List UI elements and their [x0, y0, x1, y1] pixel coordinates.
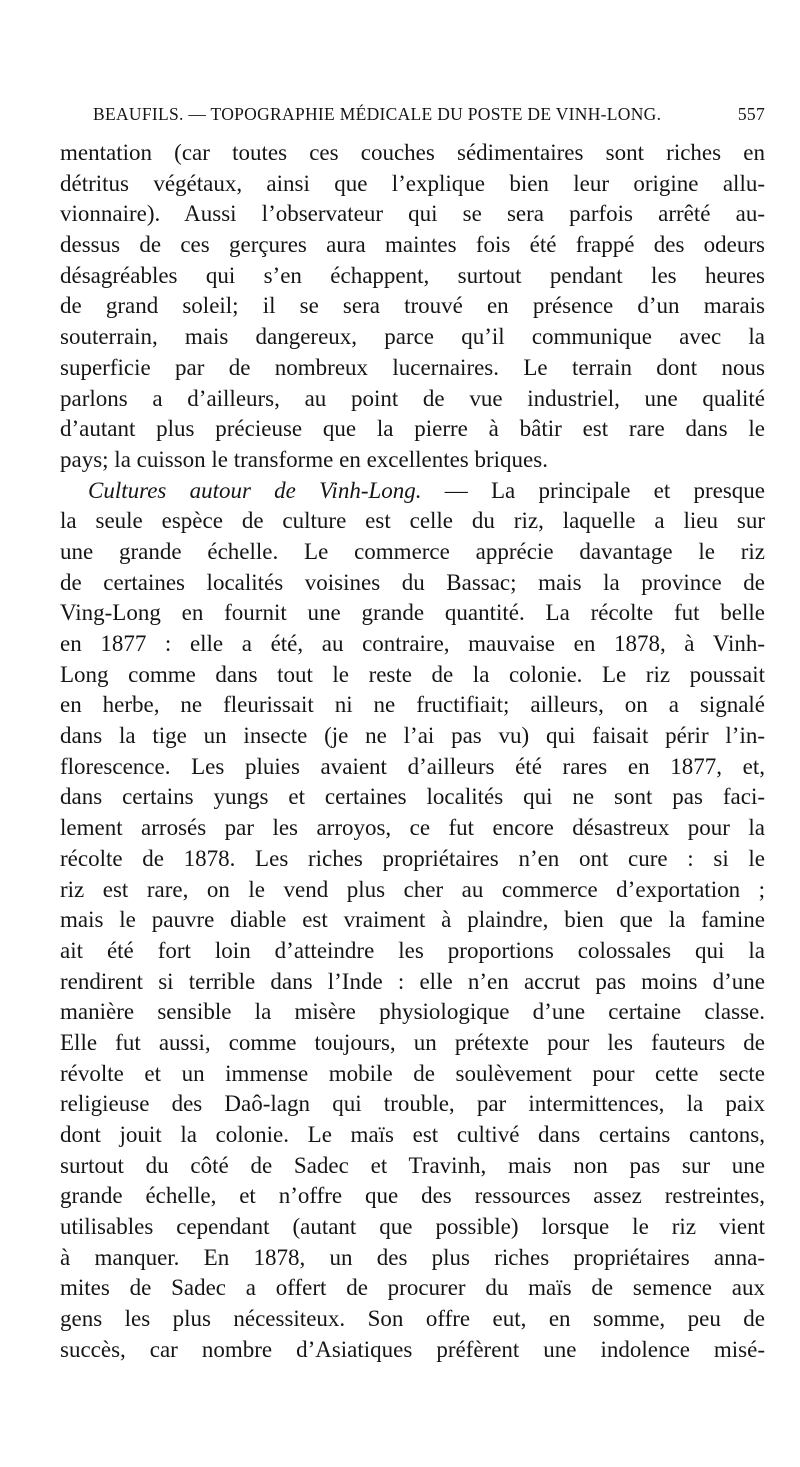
text-line: désagréables qui s’en échappent, surtout pendant les heures — [60, 262, 765, 288]
text-line: rendirent si terrible dans l’Inde : elle n’en accrut pas moins d’une — [60, 968, 765, 994]
text-line: surtout du côté de Sadec et Travinh, mais non pas sur une — [60, 1152, 765, 1178]
text-line: gens les plus nécessiteux. Son offre eut, en somme, peu de — [60, 1306, 765, 1332]
text-line: en 1877 : elle a été, au contraire, mauvaise en 1878, à Vinh- — [60, 631, 765, 656]
text-line: Long comme dans tout le reste de la colonie. Le riz poussait — [60, 661, 765, 687]
text-line: lement arrosés par les arroyos, ce fut encore désastreux pour la — [60, 815, 765, 841]
section-heading: Cultures autour de Vinh-Long. — [88, 477, 422, 503]
text-line: mais le pauvre diable est vraiment à plaindre, bien que la famine — [60, 907, 765, 933]
text-line: une grande échelle. Le commerce apprécie davantage le riz — [60, 538, 765, 564]
text-line: dans la tige un insecte (je ne l’ai pas vu) qui faisait périr l’in- — [60, 723, 765, 749]
text-line: vionnaire). Aussi l’observateur qui se sera parfois arrêté au- — [60, 201, 765, 227]
text-line: florescence. Les pluies avaient d’ailleurs été rares en 1877, et, — [60, 753, 765, 779]
text-line: utilisables cependant (autant que possible) lorsque le riz vient — [60, 1214, 765, 1240]
page-number: 557 — [737, 104, 765, 124]
text-line: récolte de 1878. Les riches propriétaires n’en ont cure : si le — [60, 845, 765, 871]
text-line: la seule espèce de culture est celle du riz, laquelle a lieu sur — [60, 508, 765, 534]
text-line: parlons a d’ailleurs, au point de vue industriel, une qualité — [60, 385, 765, 411]
section-first-line-text: — La principale et presque — [421, 477, 765, 503]
text-line: succès, car nombre d’Asiatiques préfèrent une indolence misé- — [60, 1336, 765, 1362]
text-line: ait été fort loin d’atteindre les proportions colossales qui la — [60, 937, 765, 963]
text-line: Elle fut aussi, comme toujours, un prétexte pour les fauteurs de — [60, 1029, 765, 1055]
text-line: d’autant plus précieuse que la pierre à bâtir est rare dans le — [60, 416, 765, 442]
text-line: pays; la cuisson le transforme en excellentes briques. — [60, 446, 548, 472]
text-line: superficie par de nombreux lucernaires. Le terrain dont nous — [60, 354, 765, 380]
text-line: mites de Sadec a offert de procurer du maïs de semence aux — [60, 1275, 765, 1301]
text-line: de certaines localités voisines du Bassac; mais la province de — [60, 569, 765, 595]
text-line: riz est rare, on le vend plus cher au commerce d’exportation ; — [60, 876, 765, 902]
section-first-line — [60, 476, 765, 507]
text-line: manière sensible la misère physiologique d’une certaine classe. — [60, 999, 765, 1025]
text-line: en herbe, ne fleurissait ni ne fructifiait; ailleurs, on a signalé — [60, 692, 765, 718]
body-text — [60, 138, 765, 1366]
running-title: BEAUFILS. — TOPOGRAPHIE MÉDICALE DU POSTE DE VINH-LONG. — [93, 104, 662, 124]
text-line: de grand soleil; il se sera trouvé en présence d’un marais — [60, 293, 765, 319]
text-line: à manquer. En 1878, un des plus riches propriétaires anna- — [60, 1244, 765, 1270]
text-line: Ving-Long en fournit une grande quantité. La récolte fut belle — [60, 600, 765, 626]
text-line: mentation (car toutes ces couches sédimentaires sont riches en — [60, 140, 765, 165]
text-line: souterrain, mais dangereux, parce qu’il communique avec la — [60, 324, 765, 350]
text-line: dont jouit la colonie. Le maïs est cultivé dans certains cantons, — [60, 1122, 765, 1147]
text-line: grande échelle, et n’offre que des ressources assez restreintes, — [60, 1183, 765, 1209]
text-line: dessus de ces gerçures aura maintes fois été frappé des odeurs — [60, 232, 765, 258]
text-line: détritus végétaux, ainsi que l’explique bien leur origine allu- — [60, 170, 765, 196]
running-header — [93, 104, 765, 130]
text-line: religieuse des Daô-lagn qui trouble, par intermittences, la paix — [60, 1091, 765, 1117]
text-line: dans certains yungs et certaines localités qui ne sont pas faci- — [60, 784, 765, 810]
text-line: révolte et un immense mobile de soulèvement pour cette secte — [60, 1060, 765, 1086]
